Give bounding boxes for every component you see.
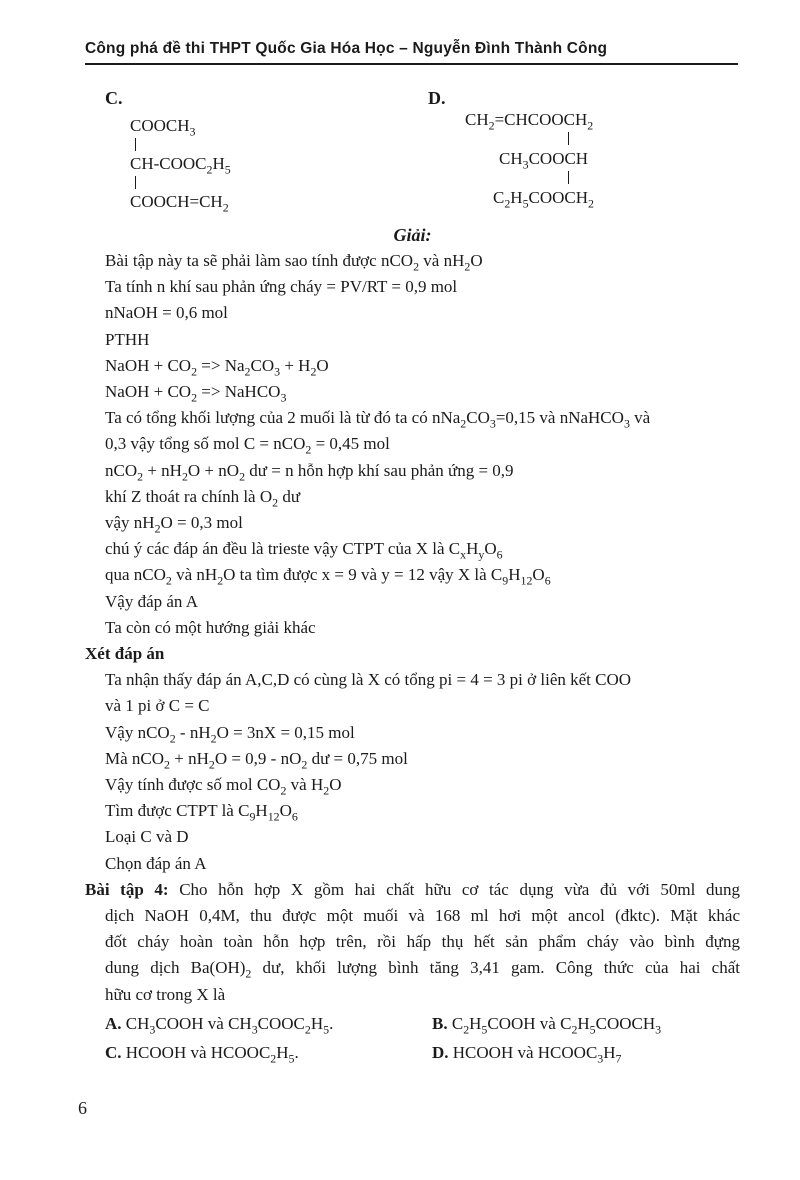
solution-line: PTHH	[105, 329, 150, 349]
problem-line: dịch NaOH 0,4M, thu được một muối và 168 ml hơi một ancol (đktc). Mặt khác	[105, 906, 740, 926]
bond-vertical-icon	[568, 171, 569, 184]
alt-solution-line: Vậy tính được số mol $CO_2$ và $H_2O$	[105, 775, 342, 798]
page-number: 6	[78, 1098, 87, 1118]
option-b-text: $C_2H_5COOH$ và $C_2H_5COOCH_3$	[451, 1013, 662, 1037]
solution-line: Bài tập này ta sẽ phải làm sao tính được nCO$_2$ và $nH_2O$	[105, 251, 483, 274]
option-c-text: HCOOH và $HCOOC_2H_5$.	[125, 1042, 299, 1066]
alt-solution-line: Mà $nCO_2 + nH_2O = 0,9 - nO_2$ dư = 0,75 mol	[105, 748, 408, 772]
solution-line: NaOH + $CO_2 => Na_2CO_3 + H_2O$	[105, 355, 329, 379]
problem-line: dung dịch $Ba(OH)_2$ dư, khối lượng bình tăng 3,41 gam. Công thức của hai chất	[105, 958, 740, 981]
option-b	[432, 1009, 740, 1038]
solution-line: $nCO_2 + nH_2O + nO_2$ dư = n hỗn hợp khí sau phản ứng = 0,9	[105, 460, 514, 484]
alt-solution-line: Chọn đáp án A	[105, 853, 207, 873]
alt-solution-line: và 1 pi ở C = C	[105, 696, 210, 716]
chem-formula: $COOCH_3$	[130, 116, 196, 139]
chem-formula: $C_2H_5COOCH_2$	[493, 188, 594, 211]
chem-formula: $COOCH=CH_2$	[130, 192, 229, 215]
solution-line: vậy $nH_2O = 0,3$ mol	[105, 513, 243, 536]
problem-text: Cho hỗn hợp X gồm hai chất hữu cơ tác dụng vừa đủ với 50ml dung	[179, 879, 740, 899]
problem-4	[85, 877, 740, 1008]
solution-line: Ta có tổng khối lượng của 2 muối là từ đó ta có $nNa_2CO_3=0,15$ và nNaHCO$_3$ và	[105, 408, 651, 431]
answer-structures	[0, 88, 800, 222]
problem-line: hữu cơ trong X là	[105, 984, 226, 1004]
alt-solution-line: Loại C và D	[105, 827, 189, 847]
solution-line: NaOH + $CO_2$ => NaHCO$_3$	[105, 382, 287, 405]
option-a	[105, 1009, 432, 1038]
solution-line: khí Z thoát ra chính là $O_2$ dư	[105, 486, 301, 510]
alt-solution-line: Vậy $nCO_2 - nH_2O = 3nX = 0,15$ mol	[105, 722, 355, 746]
option-d-text: HCOOH và $HCOOC_3H_7$	[452, 1042, 622, 1066]
alt-solution-line: Ta nhận thấy đáp án A,C,D có cùng là X có tổng pi = 4 = 3 pi ở liên kết COO	[105, 670, 632, 690]
answer-options	[85, 1009, 740, 1067]
alt-solution-heading: Xét đáp án	[85, 644, 165, 664]
structure-c	[130, 114, 231, 213]
bond-vertical-icon	[568, 132, 569, 145]
option-d-label: D.	[432, 1042, 449, 1062]
chem-formula: $CH_2=CHCOOCH_2$	[465, 110, 594, 133]
problem-line: đốt cháy hoàn toàn hỗn hợp trên, rồi hấp thụ hết sản phẩm cháy vào bình đựng	[105, 932, 740, 952]
option-a-text: $CH_3COOH$ và $CH_3COOC_2H_5$.	[125, 1013, 334, 1037]
book-header-title: Công phá đề thi THPT Quốc Gia Hóa Học – Nguyễn Đình Thành Công	[85, 40, 738, 65]
solution-line: chú ý các đáp án đều là trieste vậy CTPT của X là $C_xH_yO_6$	[105, 539, 503, 562]
solution-line: Vậy đáp án A	[105, 591, 199, 611]
chem-formula: $CH_3COOCH$	[499, 149, 589, 172]
solution-line: nNaOH = 0,6 mol	[105, 303, 228, 323]
problem-line	[85, 877, 740, 903]
choice-c-label: C.	[105, 88, 123, 108]
chem-formula: $CH-COOC_2H_5$	[130, 154, 231, 177]
alt-solution-line: Tìm được CTPT là $C_9H_{12}O_6$	[105, 801, 298, 824]
choice-d-label: D.	[428, 88, 446, 108]
solution-line: 0,3 vậy tổng số mol C = nCO$_2$ = 0,45 mol	[105, 434, 390, 457]
option-c	[105, 1038, 432, 1067]
structure-d	[465, 108, 635, 212]
option-c-label: C.	[105, 1042, 122, 1062]
solution-line: Ta tính n khí sau phản ứng cháy = PV/RT = 0,9 mol	[105, 277, 458, 297]
bond-vertical-icon	[135, 138, 136, 151]
solution-line: Ta còn có một hướng giải khác	[105, 617, 316, 637]
option-b-label: B.	[432, 1013, 448, 1033]
solution-heading: Giải:	[393, 225, 432, 245]
option-a-label: A.	[105, 1013, 122, 1033]
page-body	[85, 222, 740, 1067]
option-d	[432, 1038, 740, 1067]
bond-vertical-icon	[135, 176, 136, 189]
problem-4-label: Bài tập 4:	[85, 879, 169, 899]
solution-line: qua nCO$_2$ và $nH_2O$ ta tìm được x = 9 và y = 12 vậy X là $C_9H_{12}O_6$	[105, 565, 551, 588]
